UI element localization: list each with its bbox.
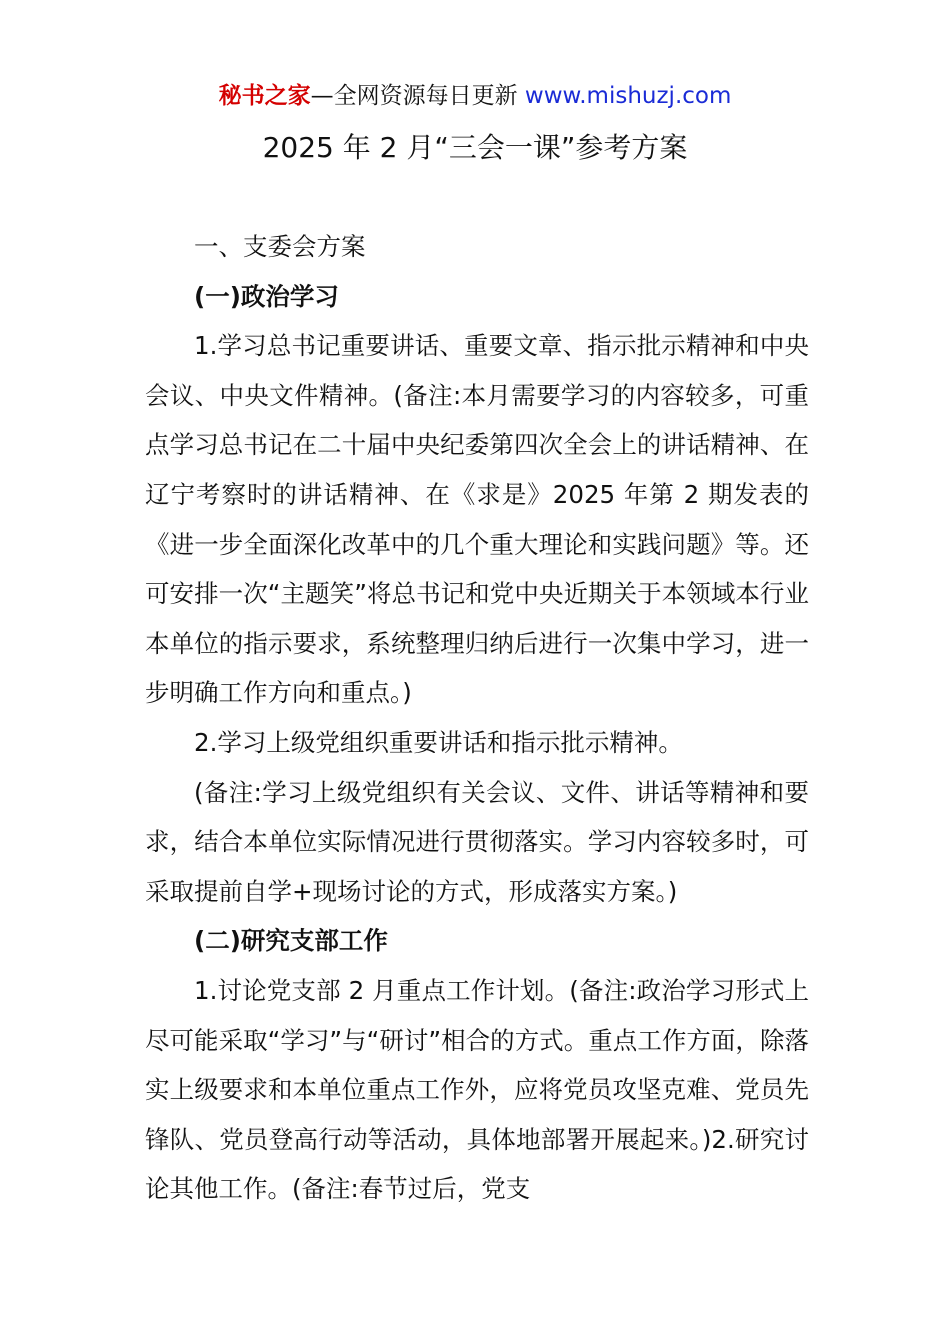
header-tagline: —全网资源每日更新 <box>310 83 525 109</box>
paragraph: (备注:学习上级党组织有关会议、文件、讲话等精神和要求，结合本单位实际情况进行贯彻落实。学习内容较多时，可采取提前自学+现场讨论的方式，形成落实方案。) <box>145 777 809 906</box>
brand-name: 秘书之家 <box>218 83 311 109</box>
section-heading: 一、支委会方案 <box>194 232 366 261</box>
subsection-heading: (二)研究支部工作 <box>194 926 388 956</box>
document-title: 2025 年 2 月“三会一课”参考方案 <box>262 131 688 164</box>
document-body <box>145 222 809 1214</box>
site-url-link[interactable]: www.mishuzj.com <box>524 83 732 109</box>
paragraph: 1.学习总书记重要讲话、重要文章、指示批示精神和中央会议、中央文件精神。(备注:本月需要学习的内容较多，可重点学习总书记在二十届中央纪委第四次全会上的讲话精神、在辽宁考察时的讲话精神、在《求是》2025 年第 2 期发表的《进一步全面深化改革中的几个重大理论和实践问题》等。还可安排一次“主题笑”将总书记和党中央近期关于本领域本行业本单位的指示要求，系统整理归纳后进行一次集中学习，进一步明确工作方向和重点。) <box>145 331 809 708</box>
site-header <box>0 80 950 112</box>
paragraph: 1.讨论党支部 2 月重点工作计划。(备注:政治学习形式上尽可能采取“学习”与“研讨”相合的方式。重点工作方面，除落实上级要求和本单位重点工作外，应将党员攻坚克难、党员先锋队、党员登高行动等活动，具体地部署开展起来。)2.研究讨论其他工作。(备注:春节过后，党支 <box>145 975 809 1204</box>
subsection-heading: (一)政治学习 <box>194 281 339 311</box>
paragraph: 2.学习上级党组织重要讲话和指示批示精神。 <box>194 727 683 757</box>
